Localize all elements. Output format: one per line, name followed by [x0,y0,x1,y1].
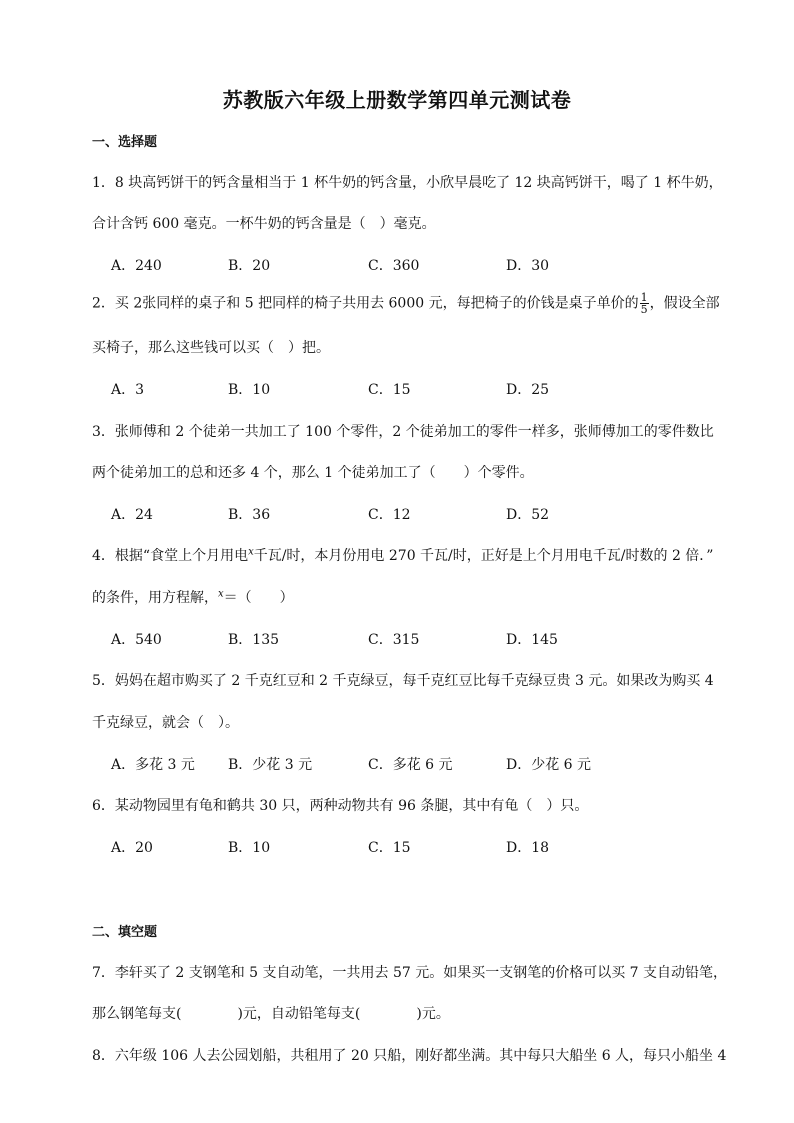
question-2-text-b: ，假设全部 [649,295,720,312]
question-1-line-1: 1．8 块高钙饼干的钙含量相当于 1 杯牛奶的钙含量，小欣早晨吃了 12 块高钙饼干，喝了 1 杯牛奶， [92,175,723,191]
option-c: C．12 [368,507,411,523]
variable-x: x [248,546,254,558]
option-b: B．少花 3 元 [228,757,313,773]
option-c: C．15 [368,382,411,398]
option-c: C．15 [368,840,411,856]
question-4-options [111,629,711,649]
option-b: B．36 [228,507,271,523]
question-4-text-c: 的条件，用方程解， [92,590,218,606]
option-a: A．240 [111,258,162,274]
question-4-line-2 [92,587,294,607]
question-3-line-2: 两个徒弟加工的总和还多 4 个，那么 1 个徒弟加工了（ ）个零件。 [92,465,534,481]
page-title: 苏教版六年级上册数学第四单元测试卷 [222,88,572,112]
variable-x: x [218,588,224,600]
question-4-text-b: 千瓦/时，本月份用电 270 千瓦/时，正好是上个月用电千瓦/时数的 2 倍．” [253,548,714,564]
question-4-text-a: 4．根据“食堂上个月用电 [92,548,249,564]
option-a: A．540 [111,632,162,648]
option-d: D．18 [506,840,550,856]
option-d: D．52 [506,507,550,523]
option-a: A．20 [111,840,153,856]
question-7-line-1: 7．李轩买了 2 支钢笔和 5 支自动笔，一共用去 57 元。如果买一支钢笔的价格可以买 7 支自动铅笔， [92,965,728,981]
question-6-line-1: 6．某动物园里有龟和鹤共 30 只，两种动物共有 96 条腿，其中有龟（ ）只。 [92,798,589,814]
question-5-options [111,754,711,774]
question-2-text-a: 2．买 2张同样的桌子和 5 把同样的椅子共用去 6000 元，每把椅子的价钱是桌子单价的 [92,295,639,312]
option-d: D．25 [506,382,550,398]
section-heading-choice: 一、选择题 [92,135,158,150]
option-b: B．135 [228,632,280,648]
question-7-line-2: 那么钢笔每支( )元，自动铅笔每支( )元。 [92,1006,450,1022]
option-d: D．145 [506,632,558,648]
question-5-line-2: 千克绿豆，就会（ ）。 [92,715,239,731]
option-b: B．10 [228,840,271,856]
question-3-line-1: 3．张师傅和 2 个徒弟一共加工了 100 个零件，2 个徒弟加工的零件一样多，张师傅加工的零件数比 [92,424,714,440]
section-heading-fill: 二、填空题 [92,925,158,940]
question-8-line-1: 8．六年级 106 人去公园划船，共租用了 20 只船，刚好都坐满。其中每只大船坐 6 人，每只小船坐 4 [92,1048,727,1064]
option-c: C．315 [368,632,420,648]
option-a: A．多花 3 元 [111,757,195,773]
question-1-line-2: 合计含钙 600 毫克。一杯牛奶的钙含量是（ ）毫克。 [92,216,436,232]
option-c: C．多花 6 元 [368,757,453,773]
question-2-options [111,379,711,399]
option-a: A．24 [111,507,153,523]
option-b: B．10 [228,382,271,398]
option-b: B．20 [228,258,271,274]
question-3-options [111,504,711,524]
fraction-numerator: 1 [640,291,648,304]
option-c: C．360 [368,258,420,274]
question-2-line-1 [92,292,720,315]
option-d: D．少花 6 元 [506,757,592,773]
option-a: A．3 [111,382,145,398]
question-6-options [111,837,711,857]
option-d: D．30 [506,258,550,274]
question-4-line-1 [92,545,713,565]
question-1-options [111,255,711,275]
question-2-line-2: 买椅子，那么这些钱可以买（ ）把。 [92,340,330,356]
fraction-one-fifth [640,292,649,315]
fraction-denominator: 5 [640,303,648,316]
question-4-text-d: ＝（ ） [223,590,294,606]
question-5-line-1: 5．妈妈在超市购买了 2 千克红豆和 2 千克绿豆，每千克红豆比每千克绿豆贵 3 元。如果改为购买 4 [92,673,714,689]
